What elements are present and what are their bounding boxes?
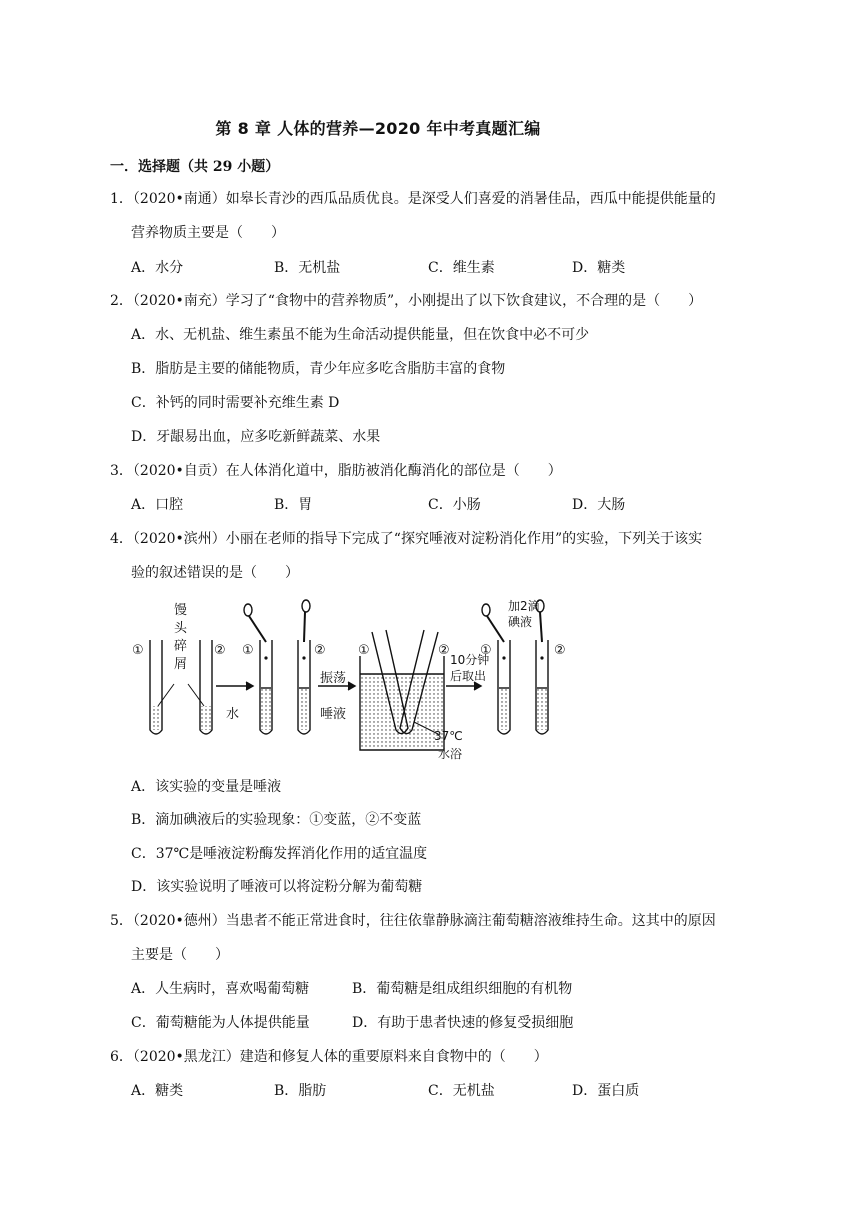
- question-6-option-c: C．无机盐: [428, 1083, 495, 1099]
- question-4-option-a: A．该实验的变量是唾液: [131, 779, 282, 795]
- page-title: [0, 116, 860, 139]
- question-3-option-b: B．胃: [274, 497, 313, 513]
- tube-2-stage-4: [536, 640, 548, 734]
- question-4-option-d: D．该实验说明了唾液可以将淀粉分解为葡萄糖: [131, 879, 423, 895]
- label-tube-1-stage-3: ①: [358, 643, 370, 658]
- question-6-option-b: B．脂肪: [274, 1083, 327, 1099]
- experiment-diagram: [128, 592, 588, 764]
- dropper-3: [482, 604, 504, 642]
- question-1-option-c: C．维生素: [428, 260, 495, 276]
- tube-1-stage-1: [150, 640, 162, 734]
- question-2-option-c: C．补钙的同时需要补充维生素 D: [131, 395, 340, 411]
- question-3-option-a: A．口腔: [131, 497, 184, 513]
- question-6-line-1: 6．（2020•黑龙江）建造和修复人体的重要原料来自食物中的（ ）: [110, 1049, 548, 1065]
- label-temp: 37℃: [434, 729, 463, 743]
- tube-1-stage-4: [498, 640, 510, 734]
- label-tube-2-stage-4: ②: [554, 643, 566, 658]
- question-1-option-b: B．无机盐: [274, 260, 341, 276]
- question-4-option-b: B．滴加碘液后的实验现象：①变蓝，②不变蓝: [131, 812, 422, 828]
- label-iodine-2: 碘液: [508, 615, 533, 629]
- dropper-1: [244, 604, 266, 642]
- question-6-option-d: D．蛋白质: [572, 1083, 640, 1099]
- label-tube-1-stage-4: ①: [480, 643, 492, 658]
- question-1-option-d: D．糖类: [572, 260, 626, 276]
- question-2-option-d: D．牙龈易出血，应多吃新鲜蔬菜、水果: [131, 429, 381, 445]
- question-1-line-1: 1．（2020•南通）如皋长青沙的西瓜品质优良。是深受人们喜爱的消暑佳品，西瓜中能提供能量的: [110, 191, 716, 207]
- label-tube-2-stage-2: ②: [314, 643, 326, 658]
- question-2-option-a: A．水、无机盐、维生素虽不能为生命活动提供能量，但在饮食中必不可少: [131, 327, 590, 343]
- question-2-line-1: 2．（2020•南充）学习了“食物中的营养物质”，小刚提出了以下饮食建议，不合理的是（ ）: [110, 293, 703, 309]
- question-1-option-a: A．水分: [131, 260, 184, 276]
- question-5-option-c: C．葡萄糖能为人体提供能量: [131, 1015, 310, 1031]
- question-3-option-d: D．大肠: [572, 497, 626, 513]
- label-bread-1: 馒: [174, 603, 188, 618]
- label-water: 水: [226, 707, 240, 722]
- question-5-line-1: 5．（2020•德州）当患者不能正常进食时，往往依靠静脉滴注葡萄糖溶液维持生命。这其中的原因: [110, 913, 716, 929]
- label-tube-2: ②: [214, 643, 226, 658]
- label-time-1: 10分钟: [450, 653, 490, 667]
- label-tube-2-stage-3: ②: [438, 643, 450, 658]
- label-shake: 振荡: [320, 671, 347, 686]
- question-5-option-d: D．有助于患者快速的修复受损细胞: [352, 1015, 574, 1031]
- question-5-option-a: A．人生病时，喜欢喝葡萄糖: [131, 981, 310, 997]
- question-3-line-1: 3．（2020•自贡）在人体消化道中，脂肪被消化酶消化的部位是（ ）: [110, 463, 562, 479]
- page-title-text: 第 8 章 人体的营养—2020 年中考真题汇编: [215, 119, 541, 138]
- section-heading: 一．选择题（共 29 小题）: [110, 159, 280, 175]
- label-tube-1: ①: [132, 643, 144, 658]
- question-3-option-c: C．小肠: [428, 497, 481, 513]
- question-5-option-b: B．葡萄糖是组成组织细胞的有机物: [352, 981, 573, 997]
- tube-2-stage-1: [200, 640, 212, 734]
- tube-2-stage-2: [298, 640, 310, 734]
- tube-1-stage-2: [260, 640, 272, 734]
- question-4-line-2: 验的叙述错误的是（ ）: [131, 565, 299, 581]
- question-2-option-b: B．脂肪是主要的储能物质，青少年应多吃含脂肪丰富的食物: [131, 361, 506, 377]
- water-bath: [360, 630, 444, 750]
- label-saliva: 唾液: [320, 707, 347, 722]
- dropper-2: [302, 600, 310, 642]
- label-bread-2: 头: [174, 621, 188, 636]
- question-4-line-1: 4．（2020•滨州）小丽在老师的指导下完成了“探究唾液对淀粉消化作用”的实验，下列关于该实: [110, 531, 703, 547]
- question-4-option-c: C．37℃是唾液淀粉酶发挥消化作用的适宜温度: [131, 846, 428, 862]
- question-5-line-2: 主要是（ ）: [131, 947, 229, 963]
- label-bread-3: 碎: [174, 639, 188, 654]
- question-1-line-2: 营养物质主要是（ ）: [131, 225, 285, 241]
- label-bath: 水浴: [438, 747, 463, 761]
- label-tube-1-stage-2: ①: [242, 643, 254, 658]
- label-time-2: 后取出: [450, 669, 487, 683]
- label-iodine-1: 加2滴: [508, 599, 540, 613]
- label-bread-4: 屑: [174, 657, 188, 672]
- question-6-option-a: A．糖类: [131, 1083, 184, 1099]
